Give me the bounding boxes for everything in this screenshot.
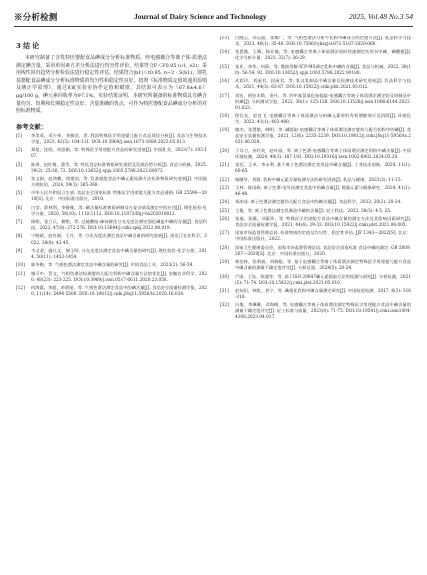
reference-text: 张文娟，赵鸿鹏，徐建国，等. 乳基婴配食品中碘元素检测方法标准物质研究进展[J]. 中国地方病防治，2024, 39(3): 365-368. bbox=[31, 176, 207, 188]
journal-title: Journal of Dairy Science and Technology bbox=[134, 12, 267, 21]
reference-list-right bbox=[220, 36, 411, 322]
reference-item bbox=[16, 286, 207, 298]
reference-item bbox=[220, 200, 411, 206]
reference-number: [2] bbox=[16, 148, 23, 154]
reference-text: 李美英，邓少伟，李雅君，等. 我国特殊医学用途婴儿配方食品现状分析[J]. 食品与生物技术学报，2023, 42(5): 104-111. DOI:10.3969/j.issn.1673-1689.2023.05.013. bbox=[31, 133, 207, 145]
reference-item bbox=[220, 36, 411, 48]
reference-item bbox=[220, 303, 411, 321]
reference-text: 林治林，张明福，刘晓聪，等. 基于电感耦合等离子体质谱法测定特殊医学用途婴儿配方食品中碘含量的测量不确定度评定[J]. 分析仪器，2024(5): 20-24. bbox=[235, 260, 411, 272]
reference-item bbox=[16, 249, 207, 261]
reference-text: 宁晓斌，赵有刚，王丹，等. 分光光度法测定食品中碘含量的研究进展[J]. 黑龙江农业科学，2022, 38(8): 42-45. bbox=[31, 234, 207, 246]
reference-number: [21] bbox=[220, 163, 229, 169]
reference-number: [18] bbox=[220, 114, 229, 119]
reference-number: [19] bbox=[220, 128, 229, 134]
reference-item bbox=[220, 149, 411, 161]
reference-item bbox=[220, 163, 411, 175]
reference-number: [9] bbox=[16, 248, 23, 254]
reference-text: 谢杰，张慧敏，韩明，等. 碱提取-电感耦合等离子体质谱法测定婴幼儿配方奶粉中的碘[J]. 食品安全质量检测学报，2021, 12(6): 2235-2239. DOI:10.19812/j.cnki.jfsq11-5956/ts.2021.06.028. bbox=[235, 128, 411, 146]
reference-item bbox=[220, 114, 411, 126]
running-header bbox=[14, 10, 413, 27]
reference-item bbox=[220, 94, 411, 112]
reference-number: [22] bbox=[220, 177, 229, 183]
reference-number: [8] bbox=[16, 234, 23, 240]
reference-item bbox=[16, 191, 207, 203]
reference-item bbox=[220, 217, 411, 229]
reference-item bbox=[220, 289, 411, 301]
reference-number: [32] bbox=[220, 303, 229, 309]
reference-text: 韦文金，施凡文，谢玉明. 分光光度法测定食品中碘含量的研究[J]. 理化检验-化学分册，2014, 50(11): 1453-1454. bbox=[31, 248, 207, 260]
reference-item bbox=[16, 272, 207, 284]
reference-item bbox=[220, 246, 411, 258]
reference-text: 郑旭，沈欣，周思颖，等. 特殊医学用途配方食品的研究进展[J]. 中国乳业，2023(7): 103-107. bbox=[31, 148, 207, 160]
reference-text: 金克，王卓，李永利. 基于离子色谱法测定食用盐中碘含量[J]. 工业技术创新，2024, 11(1): 60-65. bbox=[235, 163, 411, 175]
reference-item bbox=[220, 231, 411, 243]
reference-item bbox=[16, 134, 207, 146]
reference-text: 何海露，李超，余碧丽，等. 气相色谱法测定食品中的碘含量[J]. 食品安全质量检测学报，2020, 11(14): 5494-5500. DOI:10.19812/j.cnki.jfsq11-5956/ts.2020.16.038. bbox=[31, 286, 207, 298]
reference-number: [12] bbox=[16, 286, 25, 291]
reference-number: [3] bbox=[16, 162, 23, 168]
reference-text: 于耳刀，孙红英，赵叶丽，等. 离子色谱-电感耦合等离子体质谱法测定奶粉中碘含量[J]. 中国环境检测，2024, 40(3): 187-193. DOI:10.19316/j.issn.1002-6002.2024.05.20. bbox=[235, 148, 411, 160]
reference-number: [24] bbox=[220, 200, 229, 206]
reference-text: 邓宏，阿拉木斯，金丹，等. 四甲基氢氧化铵提取-电感耦合等离子体质谱法测定奶及奶制品中的碘[J]. 分析测试学报，2022, 38(1): 125-128. DOI:10.13526/j.issn.1006-6144.2022.01.023. bbox=[235, 93, 411, 111]
reference-number: [28] bbox=[220, 245, 229, 251]
reference-item bbox=[220, 128, 411, 146]
reference-item bbox=[220, 79, 411, 91]
reference-item bbox=[16, 148, 207, 160]
reference-text: 白晓云，苏运丽，张娜广，等. 气相色谱法分析牛乳粉中碘成分的定值方法[J]. 乳品科学与技术，2023, 46(1): 35-40. DOI:10.7506/rykxyjs1671-5187-2020-060. bbox=[235, 36, 411, 48]
column-label: ※分析检测 bbox=[14, 13, 58, 23]
reference-text: 朱亚，李华，何蔚，等. 微波消解-ICP-MS测定乳粉中碘的含量[J]. 食品与机械，2022, 38(10): 56-54, 92. DOI:10.13652/j.spjx.1003.5788.2022.90188. bbox=[235, 64, 411, 76]
reference-list-left bbox=[16, 134, 207, 298]
reference-number: [31] bbox=[220, 288, 229, 294]
reference-item bbox=[16, 234, 207, 246]
reference-text: 张瑜，张薇，刘素珍，等. 特殊医学用途配方食品中碘含量的测定方法及其影响因素研究[J]. 食品安全质量检测学报，2021, 44(6): 29-33. DOI:10.15922/j.cnki.jdst.2021.06.005. bbox=[235, 217, 411, 229]
reference-text: 武彩玲，刘丽君，段丽君，等. 乳及乳制品中碘含量及检测技术研究进展[J]. 乳品科学与技术，2021, 44(5): 63-67. DOI:10.15922/j.cnki.jdst.2021.05.012. bbox=[235, 79, 411, 91]
reference-item bbox=[220, 209, 411, 215]
reference-item bbox=[220, 275, 411, 287]
reference-text: 王林，陈国栋. 离子色谱-电导法测定食盐中的碘含量[J]. 数量元素与健康研究，2024, 41(1): 46-48. bbox=[235, 185, 411, 197]
right-column bbox=[220, 36, 411, 567]
reference-number: [7] bbox=[16, 220, 23, 226]
reference-text: 张恩微，王娜，杨亚楠，等. 电感耦合等离子体质谱法同时快速测定饮用水中碘、碘酸根[J]. 化学分析计量，2023, 32(7): 26-29. bbox=[235, 50, 411, 62]
reference-number: [29] bbox=[220, 260, 229, 266]
reference-number: [25] bbox=[220, 208, 229, 214]
reference-number: [15] bbox=[220, 64, 229, 70]
reference-item bbox=[220, 178, 411, 184]
reference-text: 严丽，王钰，陈涵等，等. 基于ISO 20647碘元素提取方法的检测与研究[J]. 分析检测，2021(5): 71-74. DOI:10.15922/j.cnki.jdst.2021.05.010. bbox=[235, 274, 411, 286]
reference-number: [1] bbox=[16, 133, 23, 139]
reference-number: [23] bbox=[220, 185, 229, 191]
reference-number: [10] bbox=[16, 263, 25, 269]
reference-number: [26] bbox=[220, 217, 229, 223]
reference-number: [14] bbox=[220, 50, 229, 56]
conclusion-heading: 3 结 论 bbox=[16, 42, 40, 50]
reference-text: 王俊，等. 离子色谱法测定乳制品中碘的含量[J]. 轻工科技，2022, 38(3): 4-5, 25. bbox=[235, 208, 392, 214]
reference-number: [16] bbox=[220, 79, 229, 85]
reference-item bbox=[16, 163, 207, 175]
conclusion-paragraph: 本研究制备了含乳特医婴配食品碘成分分析标准物质，经电感耦合等离子体-质谱法测定碘含量，采用单因素方差分析法进行均匀性评价，结果符合F＜F0.05 (ν1, ν2)；采用线性回归趋势分析检验法进行稳定性评估，结果符合|b1|＜t0.95, n−2 · S(b1)，即乳基婴配食品碘成分分析标准物质的均匀性和稳定性良好。按照《标准物质定值的通用原则及统计学原理》，通过8家实验室协作定值和赋值，其结果可表示为（67.8±4.6）μg/100 g，碘元素回收率为97.1%。实验结果证明，本研究所制备的标准物质具有碘含量均匀、短期和长期稳定性良好、含量准确的优点，可作为特医婴配食品碘成分分析的对照标准物质。 bbox=[16, 55, 207, 115]
issue-and-page: 2025, Vol.48 No.3 54 bbox=[348, 12, 413, 21]
reference-text: 赵东阳，林熙，刘宁，等. 碘强化乳粉中碘含量测定研究[J]. 中国检验检测，2017, 8(3): 316-318. bbox=[235, 288, 411, 301]
reference-text: 国家卫生健康委员会，国家市场监督管理总局. 食品安全国家标准 食品中碘的测定: GB 5009.267—2020[S]. 北京：中国标准出版社，2020. bbox=[235, 245, 411, 257]
reference-text: 冯俊，李琳琳，邓海梅，等. 电感耦合等离子体质谱法测定特殊医学用途配方食品中碘含量的测量不确定度评定[J]. 轻工标准与质量，2023(4): 71-75. DOI:10.19541/j.cnki.issn1004-4108.2023.04.017. bbox=[235, 303, 411, 321]
reference-text: 陈琪，赵红梅，董雪，等. 特医食品标准物质研究现状及发展趋势分析[J]. 食品与机械，2025, 39(2): 25-30, 72. DOI:10.13652/j.spjx.1003.5788.2022.60072. bbox=[31, 162, 207, 174]
reference-number: [11] bbox=[16, 271, 25, 277]
reference-text: 国家市场监督管理总局. 标准物质的定值及均匀性、稳定性评估: JJF 1343—2022[S]. 北京：中国标准出版社，2022. bbox=[235, 231, 411, 243]
reference-number: [4] bbox=[16, 176, 23, 182]
reference-item bbox=[220, 65, 411, 77]
reference-item bbox=[220, 50, 411, 62]
reference-number: [27] bbox=[220, 231, 229, 237]
reference-text: 陈冬梅，等. 气相色谱法测定食品中碘含量的研究[J]. 中国食品工业，2023(2): 56-59. bbox=[31, 263, 194, 269]
reference-number: [5] bbox=[16, 191, 23, 197]
reference-text: 杨继华，刘群. 乳粉中碘元素含量检测方法的研究进展[J]. 乳品与健康，2023(3): 11-15. bbox=[235, 177, 402, 183]
reference-number: [6] bbox=[16, 205, 23, 211]
reference-number: [30] bbox=[220, 274, 229, 280]
reference-item bbox=[16, 206, 207, 218]
reference-text: 邹冰冰. 离子色谱法测定婴幼儿配方食品中的碘含量[J]. 食品科学，2023, 20(2): 20-24. bbox=[235, 200, 402, 206]
reference-text: 徐长友，赵良飞. 电感耦合等离子体质谱法分析碘元素时的有机增敏效应及消除[J]. 环境化学，2022, 41(1): 403-408. bbox=[235, 114, 411, 126]
reference-number: [20] bbox=[220, 148, 229, 154]
left-column bbox=[16, 36, 207, 567]
reference-item bbox=[16, 220, 207, 232]
reference-text: 杨铭，张立兵，柳艳，等. 过硫酸铵-砷铈催化分光光度法测定强化碘盐中碘的含量[J]. 食品科技，2022, 47(8): 272-276. DOI:10.13684/j.cnki.spkj.2022.08.019. bbox=[31, 220, 207, 232]
reference-item bbox=[16, 177, 207, 189]
reference-text: 中华人民共和国卫生部. 食品安全国家标准 特殊医学用途婴儿配方食品通则: GB 25596—2010[S]. 北京：中国标准出版社，2010. bbox=[31, 191, 207, 203]
reference-item bbox=[16, 263, 207, 269]
reference-text: 白莹，薛林利，李静雅，等. 碘含量标准物质研制及在复杂基质测定中的应用[J]. 理化检验-化学分册，2020, 56(10): 1110-1112. DOI:10.11973/lhjy-hx202010012. bbox=[31, 205, 207, 217]
reference-number: [13] bbox=[220, 36, 229, 41]
reference-item bbox=[220, 260, 411, 272]
reference-text: 谢可中，蔡文，气相色谱法检测婴幼儿配方奶粉中碘含量方法的优化[J]. 安徽农业科学，2020, 48(23): 223-225. DOI:10.3969/j.issn.0517-6611.2020.23.058. bbox=[31, 271, 207, 283]
reference-item bbox=[220, 186, 411, 198]
references-heading: 参考文献： bbox=[16, 123, 47, 131]
reference-number: [17] bbox=[220, 93, 229, 99]
